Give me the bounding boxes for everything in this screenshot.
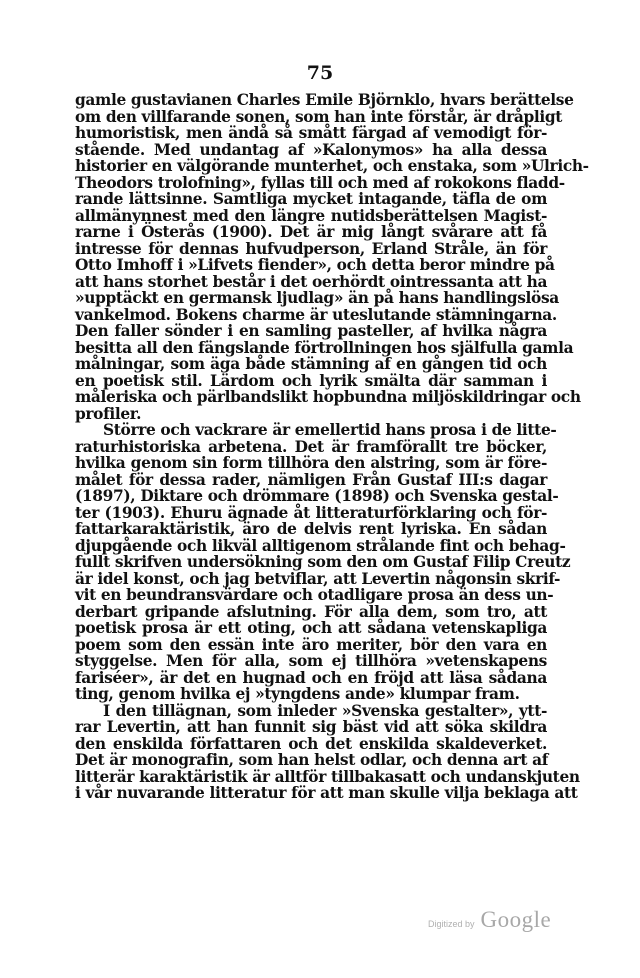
text-line: intresse för dennas hufvudperson, Erland Stråle, än för — [75, 239, 547, 258]
text-line: profiler. — [75, 404, 142, 423]
text-line: poem som den essän inte äro meriter, bör den vara en — [75, 635, 547, 654]
text-line: rarne i Österås (1900). Det är mig långt svårare att få — [75, 223, 547, 241]
text-line: ting, genom hvilka ej »tyngdens ande» klumpar fram. — [75, 685, 520, 703]
text-line: är idel konst, och jag betviflar, att Levertin någonsin skrif- — [75, 569, 561, 588]
text-line: litterär karaktäristik är alltför tillbakasatt och undanskjuten — [75, 767, 580, 786]
text-line: gamle gustavianen Charles Emile Björnklo, hvars berättelse — [75, 91, 574, 109]
text-line: fattarkaraktäristik, äro de delvis rent lyriska. En sådan — [75, 520, 547, 538]
text-line: I den tillägnan, som inleder »Svenska gestalter», ytt- — [103, 701, 547, 720]
text-line: (1897), Diktare och drömmare (1898) och Svenska gestal- — [75, 487, 559, 505]
text-line: att hans storhet består i det oerhördt ointressanta att ha — [75, 272, 548, 291]
text-line: Theodors trolofning», fyllas till och med af rokokons fladd- — [75, 173, 565, 192]
text-line: allmänynnest med den längre nutidsberättelsen Magist- — [75, 206, 547, 225]
text-line: Större och vackrare är emellertid hans prosa i de litte- — [103, 421, 557, 439]
text-line: »upptäckt en germansk ljudlag» än på hans handlingslösa — [75, 289, 559, 307]
text-line: Den faller sönder i en samling pasteller, af hvilka några — [75, 322, 547, 340]
text-line: målningar, som äga både stämning af en gången tid och — [75, 355, 547, 373]
text-line: Det är monografin, som han helst odlar, och denna art af — [75, 751, 549, 769]
text-line: i vår nuvarande litteratur för att man skulle vilja beklaga att — [75, 784, 578, 802]
text-line: styggelse. Men för alla, som ej tillhöra »vetenskapens — [75, 652, 547, 670]
text-line: djupgående och likväl alltigenom strålande fint och behag- — [75, 536, 566, 555]
text-line: derbart gripande afslutning. För alla dem, som tro, att — [75, 602, 547, 621]
body-text — [75, 91, 589, 802]
text-line: måleriska och pärlbandslikt hopbundna miljöskildringar och — [75, 388, 581, 406]
text-line: en poetisk stil. Lärdom och lyrik smälta där samman i — [75, 371, 547, 390]
text-line: poetisk prosa är ett oting, och att sådana vetenskapliga — [75, 619, 547, 637]
text-line: vankelmod. Bokens charme är uteslutande stämningarna. — [75, 305, 557, 324]
text-line: vit en beundransvärdare och otadligare prosa än dess un- — [75, 586, 554, 604]
text-line: stående. Med undantag af »Kalonymos» ha alla dessa — [75, 140, 547, 159]
text-line: fullt skrifven undersökning som den om Gustaf Filip Creutz — [75, 553, 571, 571]
text-line: historier en välgörande munterhet, och enstaka, som »Ulrich- — [75, 157, 589, 175]
text-line: humoristisk, men ändå så smått färgad af vemodigt för- — [75, 124, 547, 142]
text-line: om den villfarande sonen, som han inte förstår, är dråpligt — [75, 107, 563, 126]
text-line: Otto Imhoff i »Lifvets fiender», och detta beror mindre på — [75, 256, 555, 274]
text-line: den enskilda författaren och det enskilda skaldeverket. — [75, 734, 547, 753]
digitized-watermark — [428, 907, 551, 933]
digitized-label: Digitized by — [428, 919, 475, 929]
text-line: raturhistoriska arbetena. Det är framförallt tre böcker, — [75, 437, 547, 456]
text-line: besitta all den fängslande förtrollningen hos själfulla gamla — [75, 338, 574, 357]
text-line: rande lättsinne. Samtliga mycket intagande, täfla de om — [75, 190, 547, 208]
text-line: fariséer», är det en hugnad och en fröjd att läsa sådana — [75, 668, 547, 687]
page-number: 75 — [306, 62, 334, 84]
text-line: ter (1903). Ehuru ägnade åt litteraturförklaring och för- — [75, 503, 547, 522]
text-line: målet för dessa rader, nämligen Från Gustaf III:s dagar — [75, 470, 547, 489]
text-line: rar Levertin, att han funnit sig bäst vid att söka skildra — [75, 718, 547, 736]
google-logo: Google — [480, 907, 552, 932]
text-line: hvilka genom sin form tillhöra den alstring, som är före- — [75, 454, 547, 472]
